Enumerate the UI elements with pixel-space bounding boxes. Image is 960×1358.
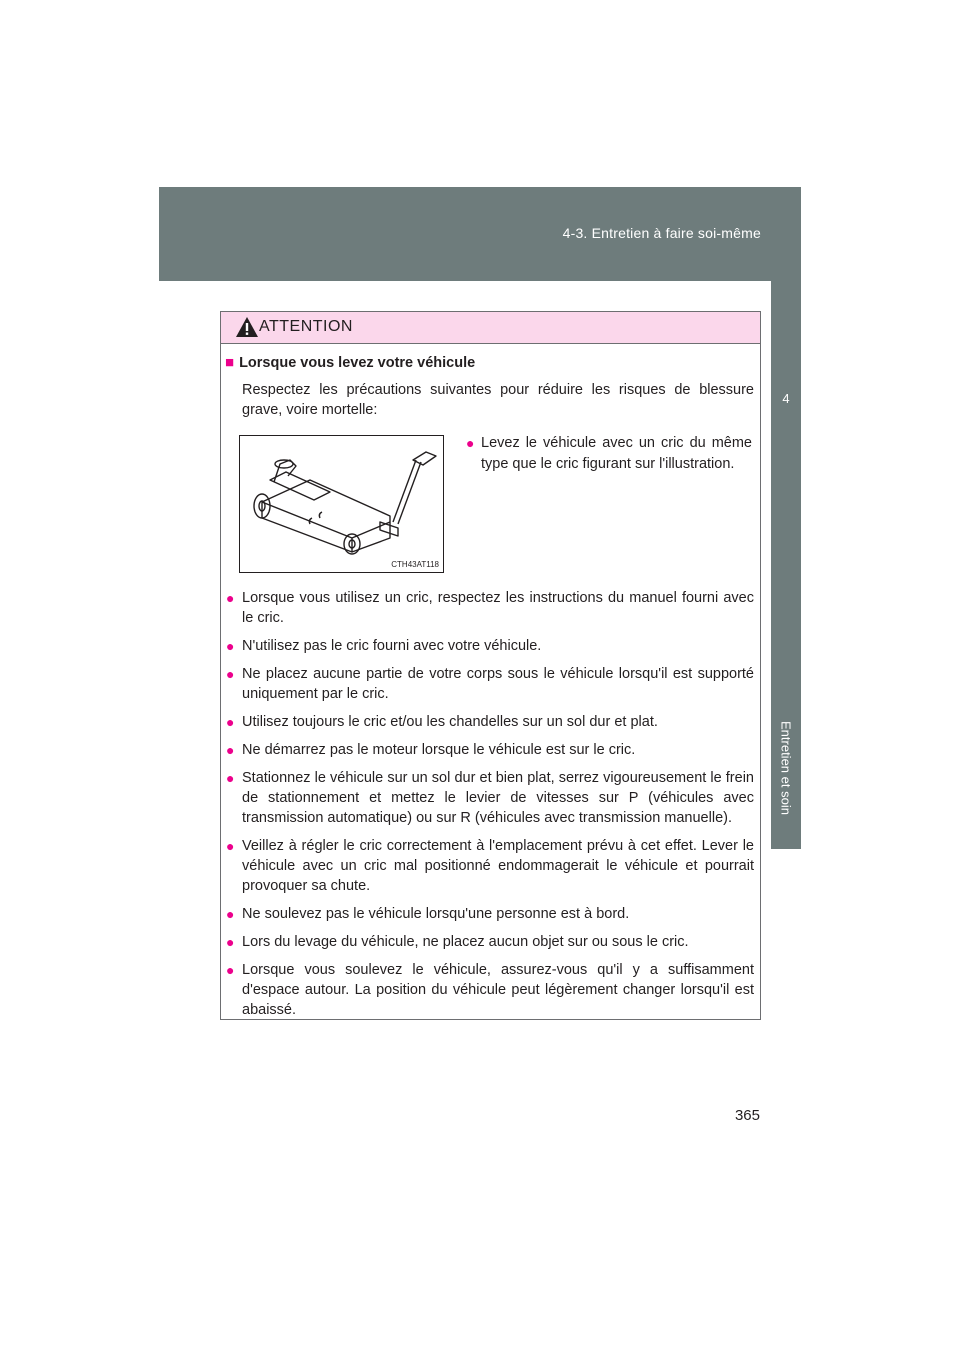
warning-title: ATTENTION (259, 318, 353, 335)
chapter-label: Entretien et soin (778, 721, 794, 815)
bullet-icon: ● (226, 666, 235, 682)
list-item: ● Ne démarrez pas le moteur lorsque le véhicule est sur le cric. (226, 742, 636, 758)
figure-code: CTH43AT118 (391, 560, 439, 569)
figure-bullet-text: Levez le véhicule avec un cric du même type que le cric figurant sur l'illustration. (481, 435, 752, 472)
list-item: ● Ne placez aucune partie de votre corps sous le véhicule lorsqu'il est supporté uniquement par le cric. (226, 666, 754, 702)
warning-box (220, 311, 761, 1020)
bullet-icon: ● (466, 435, 475, 451)
bullet-icon: ● (226, 934, 235, 950)
chapter-number: 4 (782, 391, 790, 406)
bullet-icon: ● (226, 770, 235, 786)
floor-jack-illustration (239, 435, 444, 573)
bullet-icon: ● (226, 742, 235, 758)
warning-triangle-icon (235, 316, 259, 338)
square-bullet-icon: ■ (225, 354, 235, 371)
list-item: ● Stationnez le véhicule sur un sol dur et bien plat, serrez vigoureusement le frein de stationnement et mettez le levier de vitesses sur P (véhicules avec transmission automatique) ou sur R (véhicules avec transmission manuelle). (226, 770, 754, 826)
precaution-list (226, 588, 754, 1028)
bullet-icon: ● (226, 906, 235, 922)
bullet-icon: ● (226, 962, 235, 978)
bullet-icon: ● (226, 838, 235, 854)
list-item: ● Lors du levage du véhicule, ne placez aucun objet sur ou sous le cric. (226, 934, 689, 950)
header-band (159, 187, 801, 281)
intro-text: Respectez les précautions suivantes pour réduire les risques de blessure grave, voire mortelle: (242, 382, 754, 418)
list-item: ● N'utilisez pas le cric fourni avec votre véhicule. (226, 638, 542, 654)
figure-bullet (466, 433, 752, 475)
page-number: 365 (734, 1107, 760, 1124)
bullet-icon: ● (226, 714, 235, 730)
floor-jack-drawing (240, 436, 443, 572)
bullet-icon: ● (226, 590, 235, 606)
list-item: ● Veillez à régler le cric correctement à l'emplacement prévu à cet effet. Lever le véhicule avec un cric mal positionné endommagerait le véhicule et pourrait provoquer sa chute. (226, 838, 754, 894)
list-item: ● Utilisez toujours le cric et/ou les chandelles sur un sol dur et plat. (226, 714, 658, 730)
list-item: ● Lorsque vous soulevez le véhicule, assurez-vous qu'il y a suffisamment d'espace autour. La position du véhicule peut légèrement changer lorsqu'il est abaissé. (226, 962, 754, 1018)
warning-header (221, 312, 760, 344)
bullet-icon: ● (226, 638, 235, 654)
list-item: ● Lorsque vous utilisez un cric, respectez les instructions du manuel fourni avec le cric. (226, 590, 754, 626)
section-heading-text: Lorsque vous levez votre véhicule (239, 355, 476, 371)
section-title: 4-3. Entretien à faire soi-même (562, 225, 761, 241)
section-heading (225, 354, 475, 371)
chapter-tab (771, 281, 801, 849)
list-item: ● Ne soulevez pas le véhicule lorsqu'une personne est à bord. (226, 906, 630, 922)
